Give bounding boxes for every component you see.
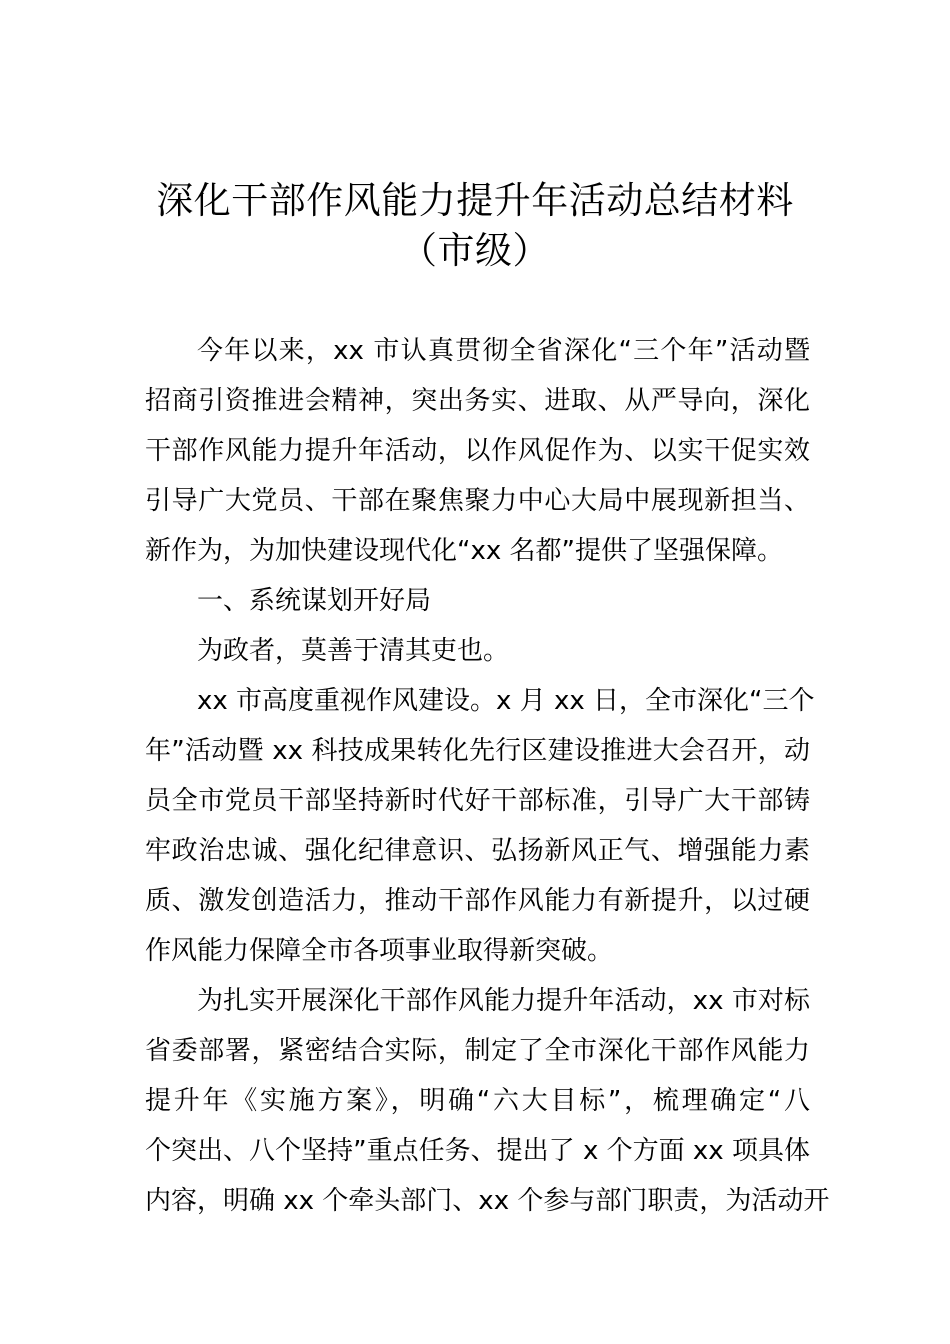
text-line: 省委部署，紧密结合实际，制定了全市深化干部作风能力	[145, 1036, 810, 1066]
document-title: 深化干部作风能力提升年活动总结材料	[156, 179, 794, 222]
text-line: 作风能力保障全市各项事业取得新突破。	[145, 936, 614, 966]
text-line: 招商引资推进会精神，突出务实、进取、从严导向，深化	[145, 386, 810, 416]
text-line: 一、系统谋划开好局	[197, 586, 432, 616]
text-line: 质、激发创造活力，推动干部作风能力有新提升，以过硬	[145, 886, 810, 916]
text-line: 内容，明确 xx 个牵头部门、xx 个参与部门职责，为活动开	[145, 1186, 830, 1216]
document-subtitle: （市级）	[400, 229, 550, 272]
text-line: 个突出、八个坚持”重点任务、提出了 x 个方面 xx 项具体	[145, 1136, 810, 1166]
text-line: 为扎实开展深化干部作风能力提升年活动，xx 市对标	[197, 986, 810, 1016]
text-line: 干部作风能力提升年活动，以作风促作为、以实干促实效	[145, 436, 810, 466]
text-line: 引导广大党员、干部在聚焦聚力中心大局中展现新担当、	[145, 486, 810, 516]
text-line: 年”活动暨 xx 科技成果转化先行区建设推进大会召开，动	[145, 736, 810, 766]
text-line: 牢政治忠诚、强化纪律意识、弘扬新风正气、增强能力素	[145, 836, 810, 866]
text-line: 员全市党员干部坚持新时代好干部标准，引导广大干部铸	[145, 786, 810, 816]
text-line: 为政者，莫善于清其吏也。	[197, 636, 510, 666]
text-line: 提升年《实施方案》，明确“六大目标”，梳理确定“八	[145, 1086, 810, 1116]
text-line: xx 市高度重视作风建设。x 月 xx 日，全市深化“三个	[197, 686, 815, 716]
text-line: 今年以来，xx 市认真贯彻全省深化“三个年”活动暨	[197, 336, 810, 366]
text-line: 新作为，为加快建设现代化“xx 名都”提供了坚强保障。	[145, 536, 783, 566]
document-body	[145, 326, 830, 1226]
